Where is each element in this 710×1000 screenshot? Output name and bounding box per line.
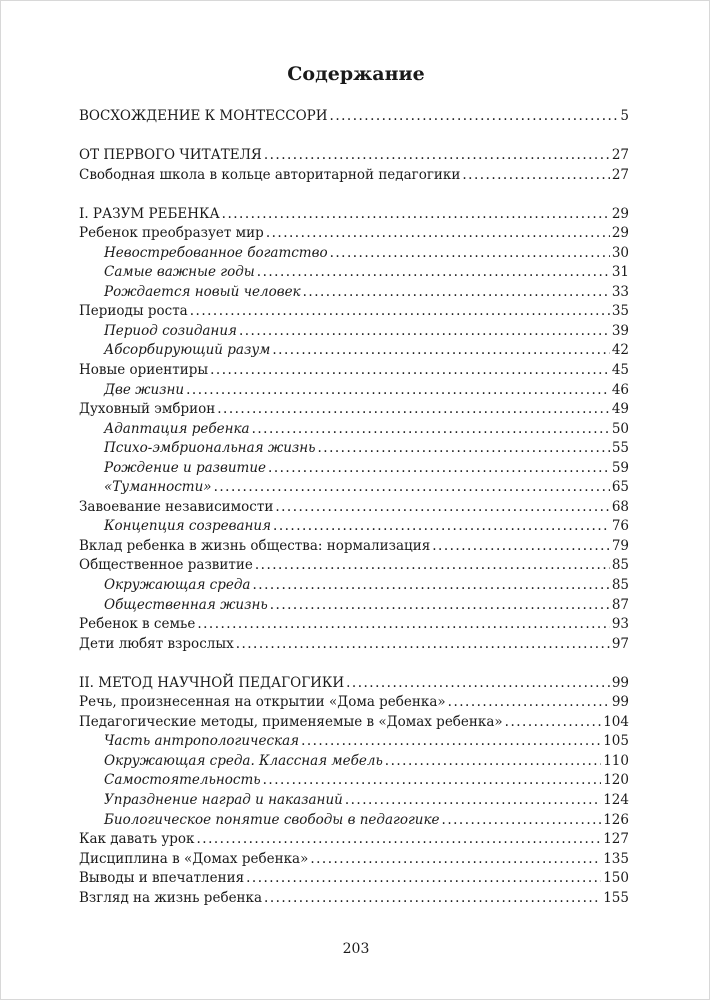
toc-entry — [79, 283, 629, 303]
toc-entry-page: 29 — [611, 205, 629, 222]
toc-entry — [79, 713, 629, 733]
dot-leader — [330, 244, 610, 264]
toc-entry — [79, 361, 629, 381]
toc-entry-title: Завоевание независимости — [79, 498, 274, 515]
dot-leader — [266, 224, 610, 244]
toc-entry — [79, 224, 629, 244]
dot-leader — [252, 576, 609, 596]
toc-entry-title: Как давать урок — [79, 831, 195, 848]
toc-entry — [79, 869, 629, 889]
toc-entry — [79, 439, 629, 459]
toc-entry-title: Период созидания — [104, 322, 237, 339]
toc-entry-page: 27 — [611, 147, 629, 164]
toc-entry — [79, 830, 629, 850]
toc-entry-page: 45 — [611, 362, 629, 379]
toc-entry — [79, 166, 629, 186]
toc-entry-page: 85 — [611, 557, 629, 574]
toc-entry — [79, 205, 629, 225]
toc-entry-title: Две жизни — [104, 381, 185, 398]
toc-entry-page: 5 — [620, 108, 629, 124]
dot-leader — [385, 752, 601, 772]
toc-entry-title: Периоды роста — [79, 303, 188, 320]
toc-entry-title: I. РАЗУМ РЕБЕНКА — [79, 205, 220, 222]
dot-leader — [273, 517, 610, 537]
dot-leader — [214, 478, 610, 498]
toc-entry — [79, 146, 629, 166]
toc-entry-page: 31 — [611, 264, 629, 281]
toc-entry — [79, 811, 629, 831]
dot-leader — [330, 107, 619, 127]
toc-entry-page: 87 — [611, 596, 629, 613]
dot-leader — [210, 361, 610, 381]
dot-leader — [268, 459, 610, 479]
toc-entry — [79, 537, 629, 557]
toc-entry-page: 68 — [611, 498, 629, 515]
toc-entry — [79, 771, 629, 791]
toc-entry-title: Вклад ребенка в жизнь общества: нормализация — [79, 537, 431, 554]
dot-leader — [505, 713, 602, 733]
toc-entry-title: Концепция созревания — [104, 518, 272, 535]
page-number: 203 — [342, 941, 370, 957]
toc-entry-title: Ребенок в семье — [79, 616, 196, 633]
toc-entry-page: 65 — [611, 479, 629, 496]
toc-entry-page: 76 — [611, 518, 629, 535]
toc-entry-title: «Туманности» — [104, 479, 212, 496]
toc-entry-page: 127 — [603, 831, 629, 848]
toc-entry-page: 104 — [603, 713, 629, 730]
toc-entry-title: Общественное развитие — [79, 557, 253, 574]
toc-entry-title: Окружающая среда. Классная мебель — [104, 752, 383, 769]
toc-entry — [79, 341, 629, 361]
toc-entry-title: Окружающая среда — [104, 577, 251, 594]
toc-entry-page: 150 — [603, 870, 629, 887]
dot-leader — [239, 322, 610, 342]
toc-entry-page: 93 — [611, 616, 629, 633]
dot-leader — [264, 146, 610, 166]
toc-entry-title: Дисциплина в «Домах ребенка» — [79, 850, 309, 867]
toc-entry-title: Педагогические методы, применяемые в «Домах ребенка» — [79, 713, 503, 730]
dot-leader — [255, 556, 610, 576]
toc-entry — [79, 576, 629, 596]
toc-entry-title: Рождение и развитие — [104, 459, 267, 476]
toc-entry — [79, 420, 629, 440]
toc-entry — [79, 302, 629, 322]
toc-entry-title: Духовный эмбрион — [79, 401, 216, 418]
toc-entry — [79, 850, 629, 870]
toc-entry-page: 126 — [603, 811, 629, 828]
dot-leader — [197, 830, 602, 850]
toc-entry-page: 110 — [603, 752, 629, 769]
dot-leader — [264, 889, 601, 909]
toc-entry-title: Свободная школа в кольце авторитарной педагогики — [79, 166, 461, 183]
toc-entry-title: Новые ориентиры — [79, 362, 209, 379]
toc-entry-title: Упразднение наград и наказаний — [104, 792, 343, 808]
toc-entry — [79, 596, 629, 616]
dot-leader — [301, 732, 601, 752]
toc-entry — [79, 381, 629, 401]
dot-leader — [246, 869, 601, 889]
toc-entry — [79, 498, 629, 518]
toc-entry-title: Рождается новый человек — [104, 283, 301, 300]
toc-entry-title: ОТ ПЕРВОГО ЧИТАТЕЛЯ — [79, 147, 262, 164]
toc-entry-title: ВОСХОЖДЕНИЕ К МОНТЕССОРИ — [79, 108, 328, 124]
toc-entry-title: Абсорбирующий разум — [104, 342, 271, 359]
toc-entry — [79, 635, 629, 655]
dot-leader — [448, 693, 610, 713]
toc-entry-page: 50 — [611, 420, 629, 437]
dot-leader — [252, 420, 610, 440]
toc-entry-title: Дети любят взрослых — [79, 635, 234, 652]
dot-leader — [318, 439, 610, 459]
toc-entry — [79, 517, 629, 537]
dot-leader — [310, 850, 601, 870]
toc-entry — [79, 478, 629, 498]
dot-leader — [346, 674, 610, 694]
toc-entry-page: 39 — [611, 322, 629, 339]
toc-entry-page: 49 — [611, 401, 629, 418]
toc-entry-title: Адаптация ребенка — [104, 420, 250, 437]
dot-leader — [222, 205, 610, 225]
toc-entry-page: 59 — [611, 459, 629, 476]
toc-entry-title: Психо-эмбриональная жизнь — [104, 440, 316, 457]
toc-entry — [79, 322, 629, 342]
dot-leader — [432, 537, 610, 557]
toc-entry — [79, 615, 629, 635]
dot-leader — [275, 498, 609, 518]
toc-entry — [79, 752, 629, 772]
toc-entry-page: 120 — [603, 772, 629, 789]
toc-entry-page: 135 — [603, 850, 629, 867]
toc-entry — [79, 556, 629, 576]
toc-entry — [79, 459, 629, 479]
toc-entry-title: Общественная жизнь — [104, 596, 268, 613]
toc-entry-page: 55 — [611, 440, 629, 457]
dot-leader — [345, 791, 601, 811]
toc-entry-page: 99 — [611, 694, 629, 711]
toc-entry-page: 35 — [611, 303, 629, 320]
toc-entry-title: Самые важные годы — [104, 264, 255, 281]
toc-entry-page: 79 — [611, 537, 629, 554]
toc-entry — [79, 244, 629, 264]
toc-entry-page: 124 — [603, 792, 629, 808]
toc-entry-title: Самостоятельность — [104, 772, 261, 789]
toc-entry-page: 29 — [611, 225, 629, 242]
dot-leader — [217, 400, 610, 420]
dot-leader — [190, 302, 610, 322]
dot-leader — [257, 263, 610, 283]
toc-entry-page: 27 — [611, 166, 629, 183]
toc-entry-page: 33 — [611, 283, 629, 300]
toc-entry — [79, 107, 629, 127]
toc-entry-page: 85 — [611, 577, 629, 594]
toc-entry-title: Ребенок преобразует мир — [79, 225, 264, 242]
toc-entry-page: 97 — [611, 635, 629, 652]
dot-leader — [303, 283, 610, 303]
toc-entry-title: Невостребованное богатство — [104, 244, 328, 261]
dot-leader — [270, 596, 610, 616]
table-of-contents — [79, 107, 629, 908]
toc-entry — [79, 263, 629, 283]
toc-entry — [79, 889, 629, 909]
toc-entry-title: II. МЕТОД НАУЧНОЙ ПЕДАГОГИКИ — [79, 674, 345, 691]
toc-entry — [79, 732, 629, 752]
toc-entry-page: 155 — [603, 889, 629, 906]
dot-leader — [236, 635, 610, 655]
toc-entry-title: Речь, произнесенная на открытии «Дома ребенка» — [79, 694, 446, 711]
toc-entry-title: Биологическое понятие свободы в педагогике — [104, 811, 440, 828]
toc-entry-page: 42 — [611, 342, 629, 359]
toc-entry — [79, 400, 629, 420]
toc-entry-title: Часть антропологическая — [104, 733, 300, 750]
toc-entry-page: 105 — [603, 733, 629, 750]
toc-entry — [79, 674, 629, 694]
dot-leader — [186, 381, 610, 401]
dot-leader — [263, 771, 602, 791]
toc-entry-page: 99 — [611, 674, 629, 691]
toc-entry-title: Выводы и впечатления — [79, 870, 245, 887]
toc-entry — [79, 791, 629, 811]
dot-leader — [442, 811, 602, 831]
dot-leader — [272, 341, 609, 361]
dot-leader — [462, 166, 609, 186]
toc-entry — [79, 693, 629, 713]
toc-entry-title: Взгляд на жизнь ребенка — [79, 889, 263, 906]
page-title: Содержание — [287, 63, 425, 85]
toc-entry-page: 30 — [611, 244, 629, 261]
toc-entry-page: 46 — [611, 381, 629, 398]
dot-leader — [197, 615, 609, 635]
